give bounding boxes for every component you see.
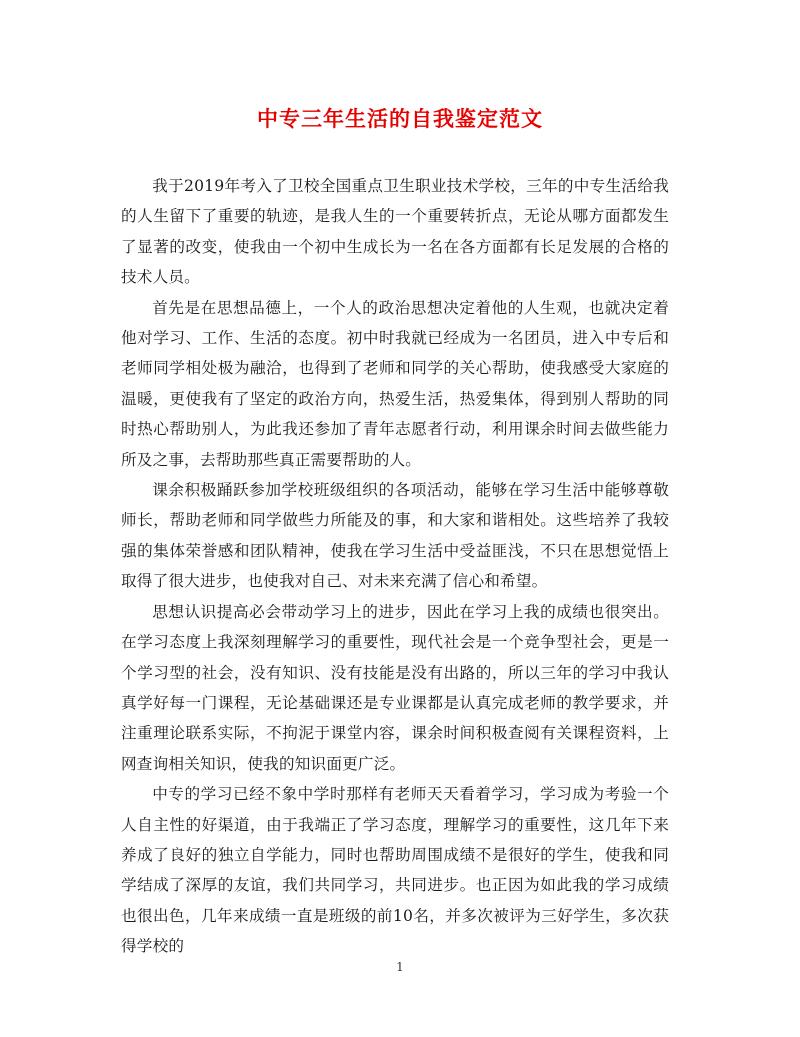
page-number: 1 — [396, 960, 404, 974]
document-title: 中专三年生活的自我鉴定范文 — [257, 106, 543, 131]
paragraph-study: 思想认识提高必会带动学习上的进步，因此在学习上我的成绩也很突出。在学习态度上我深刻理解学习的重要性，现代社会是一个竞争型社会，更是一个学习型的社会，没有知识、没有技能是没有出路的，所以三年的学习中我认真学好每一门课程，无论基础课还是专业课都是认真完成老师的教学要求，并注重理论联系实际，不拘泥于课堂内容，课余时间积极查阅有关课程资料，上网查询相关知识，使我的知识面更广泛。 — [121, 602, 669, 773]
paragraph-activities: 课余积极踊跃参加学校班级组织的各项活动，能够在学习生活中能够尊敬师长，帮助老师和同学做些力所能及的事，和大家和谐相处。这些培养了我较强的集体荣誉感和团队精神，使我在学习生活中受益匪浅，不只在思想觉悟上取得了很大进步，也使我对自己、对未来充满了信心和希望。 — [121, 481, 669, 591]
paragraph-ideology: 首先是在思想品德上，一个人的政治思想决定着他的人生观，也就决定着他对学习、工作、生活的态度。初中时我就已经成为一名团员，进入中专后和老师同学相处极为融洽，也得到了老师和同学的关心帮助，使我感受大家庭的温暖，更使我有了坚定的政治方向，热爱生活，热爱集体，得到别人帮助的同时热心帮助别人，为此我还参加了青年志愿者行动，利用课余时间去做些能力所及之事，去帮助那些真正需要帮助的人。 — [121, 298, 669, 469]
document-body — [121, 171, 669, 962]
paragraph-self-study: 中专的学习已经不象中学时那样有老师天天看着学习，学习成为考验一个人自主性的好渠道，由于我端正了学习态度，理解学习的重要性，这几年下来养成了良好的独立自学能力，同时也帮助周围成绩不是很好的学生，使我和同学结成了深厚的友谊，我们共同学习，共同进步。也正因为如此我的学习成绩也很出色，几年来成绩一直是班级的前10名，并多次被评为三好学生，多次获得学校的 — [121, 785, 669, 956]
paragraph-intro: 我于2019年考入了卫校全国重点卫生职业技术学校，三年的中专生活给我的人生留下了重要的轨迹，是我人生的一个重要转折点，无论从哪方面都发生了显著的改变，使我由一个初中生成长为一名在各方面都有长足发展的合格的技术人员。 — [121, 177, 669, 287]
